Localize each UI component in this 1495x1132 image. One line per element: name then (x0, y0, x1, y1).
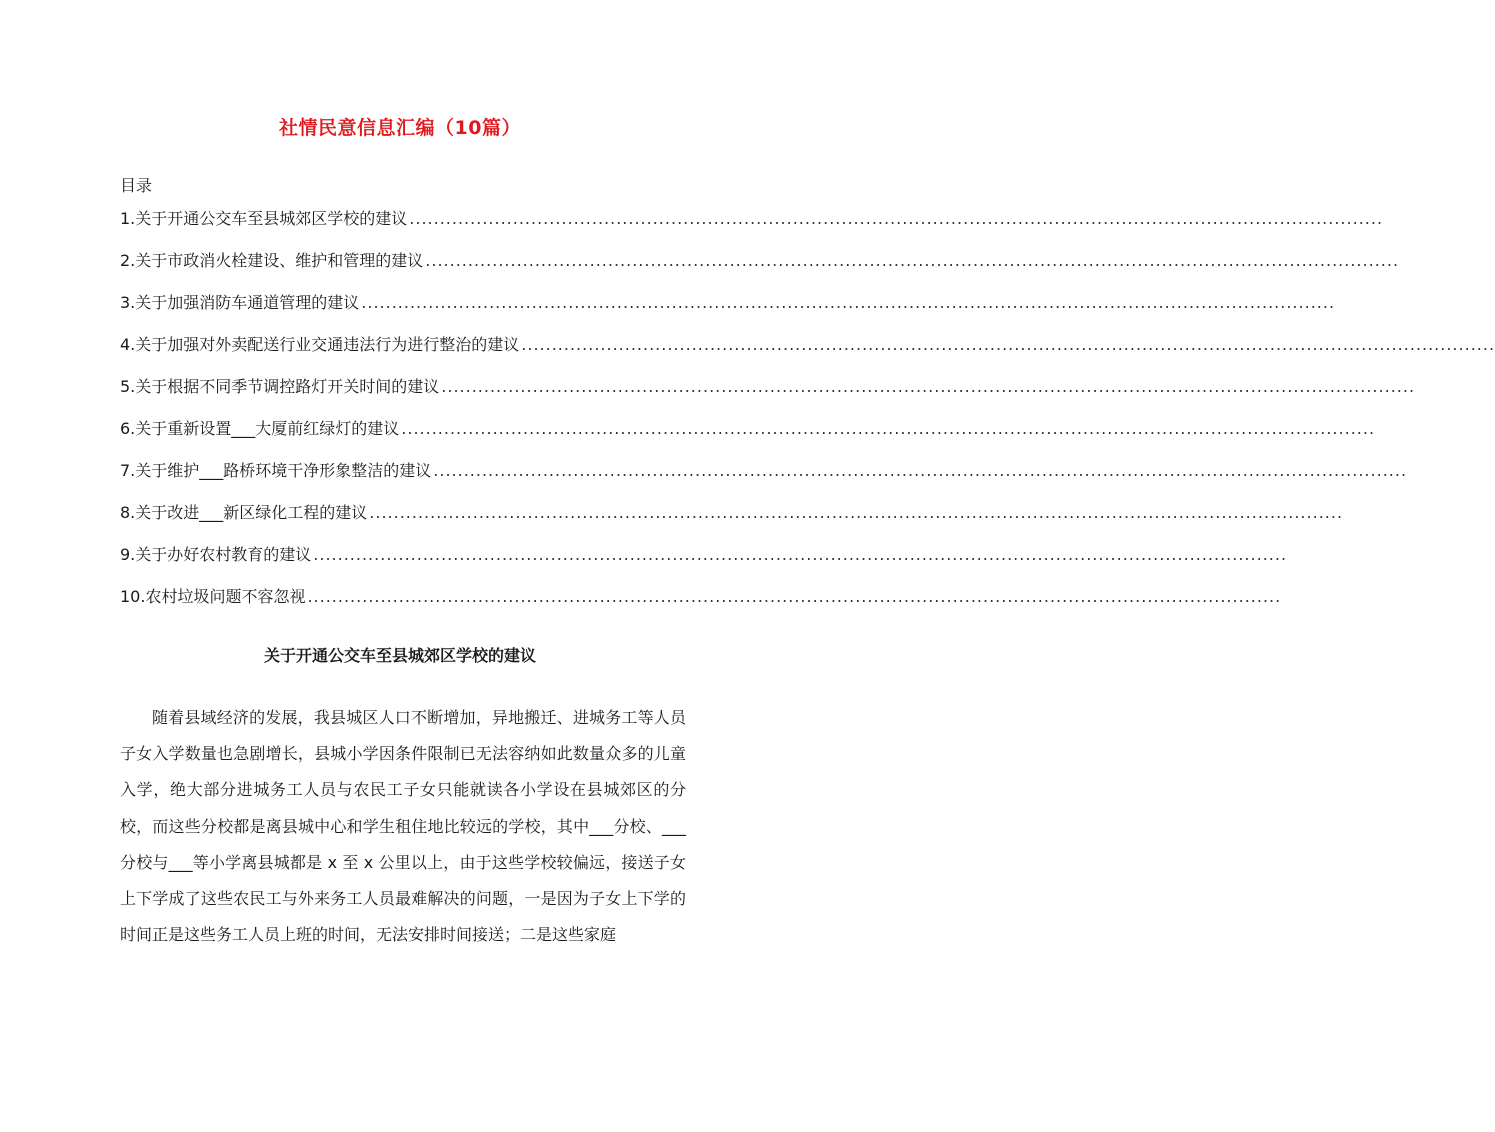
article-body: 随着县域经济的发展，我县城区人口不断增加，异地搬迁、进城务工等人员子女入学数量也急剧增长，县城小学因条件限制已无法容纳如此数量众多的儿童入学，绝大部分进城务工人员与农民工子女只能就读各小学设在县城郊区的分校，而这些分校都是离县城中心和学生租住地比较远的学校，其中___分校、___分校与___等小学离县城都是 x 至 x 公里以上，由于这些学校较偏远，接送子女上下学成了这些农民工与外来务工人员最难解决的问题，一是因为子女上下学的时间正是这些务工人员上班的时间，无法安排时间接送；二是这些家庭 (120, 708, 686, 945)
toc-heading: 目录 (120, 176, 153, 195)
toc-entry-text: 9.关于办好农村教育的建议 (120, 545, 312, 564)
toc-entry-3[interactable] (120, 292, 1336, 334)
toc-entry-5[interactable] (120, 376, 1416, 418)
toc-entry-text: 3.关于加强消防车通道管理的建议 (120, 293, 360, 312)
toc-leader-dots: ................................................................................................................................................................ (521, 335, 1495, 354)
toc-leader-dots: ................................................................................................................................................................ (433, 461, 1408, 480)
toc-entry-10[interactable] (120, 586, 1282, 628)
toc-leader-dots: ................................................................................................................................................................ (409, 209, 1384, 228)
toc-entry-text: 1.关于开通公交车至县城郊区学校的建议 (120, 209, 408, 228)
toc-entry-text: 7.关于维护___路桥环境干净形象整洁的建议 (120, 461, 432, 480)
toc-entry-8[interactable] (120, 502, 1344, 544)
toc-entry-7[interactable] (120, 460, 1408, 502)
toc-entry-1[interactable] (120, 208, 1384, 250)
toc-entry-text: 6.关于重新设置___大厦前红绿灯的建议 (120, 419, 400, 438)
toc-leader-dots: ................................................................................................................................................................ (425, 251, 1400, 270)
toc-entry-2[interactable] (120, 250, 1400, 292)
toc-leader-dots: ................................................................................................................................................................ (307, 587, 1282, 606)
toc-leader-dots: ................................................................................................................................................................ (313, 545, 1288, 564)
toc-entry-text: 8.关于改进___新区绿化工程的建议 (120, 503, 368, 522)
toc-leader-dots: ................................................................................................................................................................ (361, 293, 1336, 312)
toc-leader-dots: ................................................................................................................................................................ (441, 377, 1416, 396)
toc-entry-text: 4.关于加强对外卖配送行业交通违法行为进行整治的建议 (120, 335, 520, 354)
table-of-contents (120, 208, 1495, 628)
toc-entry-6[interactable] (120, 418, 1376, 460)
article-title: 关于开通公交车至县城郊区学校的建议 (263, 646, 536, 665)
toc-leader-dots: ................................................................................................................................................................ (401, 419, 1376, 438)
toc-entry-4[interactable] (120, 334, 1495, 376)
toc-entry-text: 5.关于根据不同季节调控路灯开关时间的建议 (120, 377, 440, 396)
toc-entry-text: 2.关于市政消火栓建设、维护和管理的建议 (120, 251, 424, 270)
toc-leader-dots: ................................................................................................................................................................ (369, 503, 1344, 522)
toc-entry-text: 10.农村垃圾问题不容忽视 (120, 587, 306, 606)
toc-entry-9[interactable] (120, 544, 1288, 586)
document-title: 社情民意信息汇编（10篇） (279, 117, 521, 139)
